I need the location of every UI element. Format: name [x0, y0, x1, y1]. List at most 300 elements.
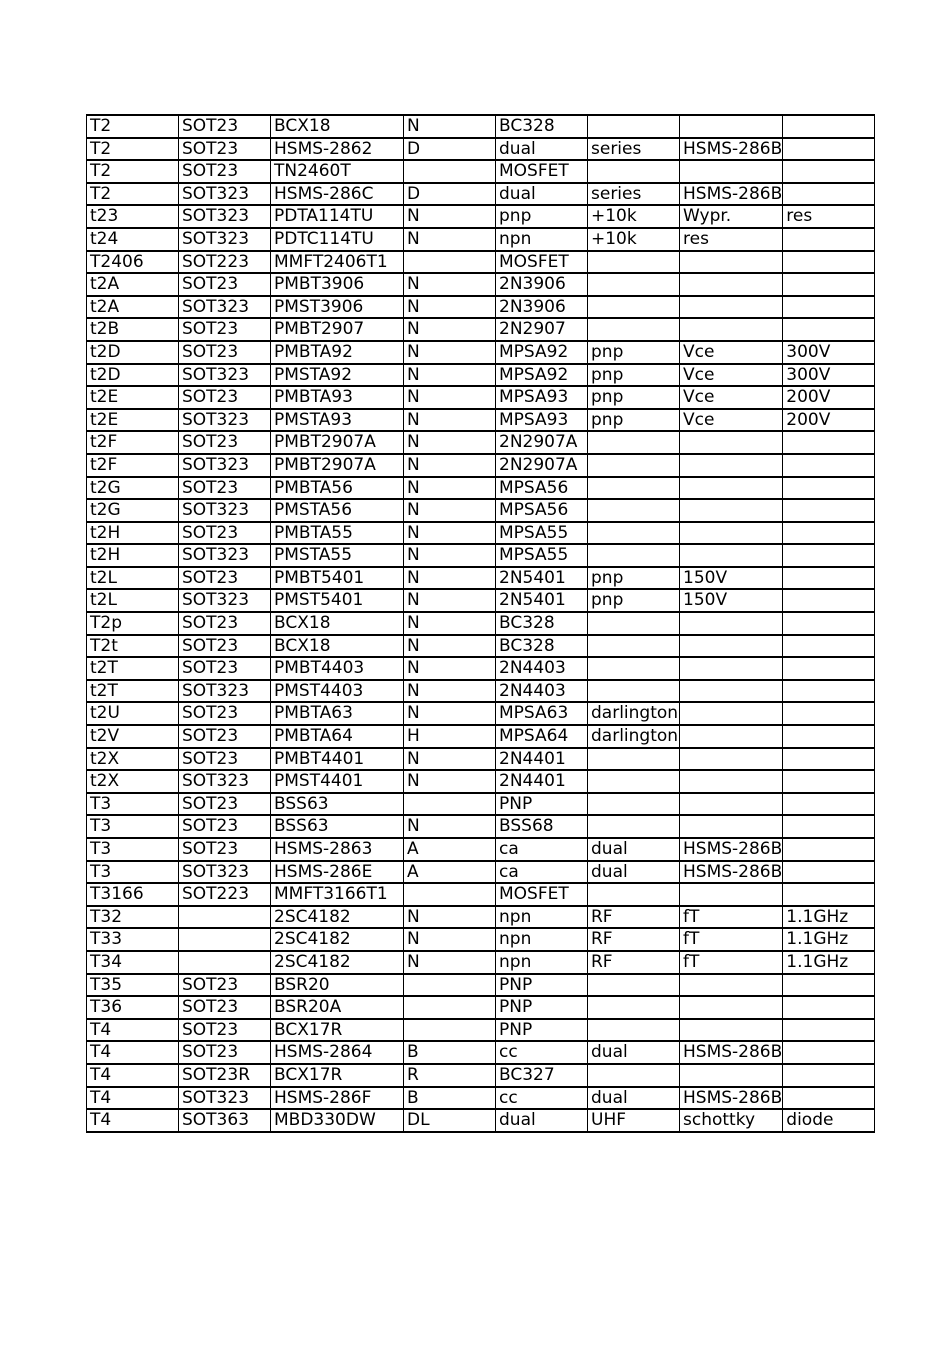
cell-marking: T2 [87, 138, 179, 161]
cell-note-2: HSMS-286B [680, 861, 783, 884]
table-row [87, 612, 875, 635]
cell-code [404, 996, 496, 1019]
cell-marking: T3166 [87, 883, 179, 906]
cell-marking: t2H [87, 522, 179, 545]
cell-note-1: dual [588, 838, 680, 861]
cell-part-number: BSS63 [271, 815, 404, 838]
cell-note-1 [588, 1019, 680, 1042]
cell-note-1 [588, 296, 680, 319]
cell-note-2 [680, 680, 783, 703]
cell-part-number: PMBTA64 [271, 725, 404, 748]
cell-package: SOT23 [179, 996, 271, 1019]
cell-marking: T4 [87, 1087, 179, 1110]
cell-equivalent: 2N3906 [496, 273, 588, 296]
cell-part-number: PMBT2907 [271, 318, 404, 341]
cell-note-3 [783, 1041, 875, 1064]
cell-code: B [404, 1087, 496, 1110]
cell-package: SOT223 [179, 251, 271, 274]
cell-note-3: diode [783, 1109, 875, 1132]
cell-part-number: PMBTA93 [271, 386, 404, 409]
cell-part-number: BCX18 [271, 612, 404, 635]
cell-package [179, 906, 271, 929]
cell-part-number: BSR20A [271, 996, 404, 1019]
cell-part-number: BCX18 [271, 115, 404, 138]
cell-equivalent: npn [496, 228, 588, 251]
cell-note-3 [783, 1019, 875, 1042]
cell-note-3 [783, 748, 875, 771]
cell-marking: t2L [87, 589, 179, 612]
cell-equivalent: npn [496, 906, 588, 929]
cell-note-3 [783, 861, 875, 884]
cell-note-3 [783, 183, 875, 206]
cell-equivalent: MPSA64 [496, 725, 588, 748]
cell-note-1 [588, 657, 680, 680]
cell-part-number: PMBTA63 [271, 702, 404, 725]
table-row [87, 544, 875, 567]
cell-note-3 [783, 838, 875, 861]
cell-code: N [404, 364, 496, 387]
cell-note-1 [588, 974, 680, 997]
cell-equivalent: BC328 [496, 635, 588, 658]
cell-code [404, 793, 496, 816]
cell-package: SOT323 [179, 364, 271, 387]
cell-note-3 [783, 815, 875, 838]
table-body [87, 115, 875, 1132]
cell-equivalent: MPSA93 [496, 409, 588, 432]
cell-note-3 [783, 567, 875, 590]
cell-note-2 [680, 273, 783, 296]
cell-marking: t2A [87, 273, 179, 296]
cell-equivalent: ca [496, 861, 588, 884]
cell-code: A [404, 861, 496, 884]
cell-marking: t2H [87, 544, 179, 567]
cell-note-3 [783, 454, 875, 477]
cell-code [404, 1019, 496, 1042]
cell-note-1: +10k [588, 228, 680, 251]
cell-code: N [404, 612, 496, 635]
cell-code: N [404, 205, 496, 228]
cell-equivalent: 2N4403 [496, 680, 588, 703]
table-row [87, 477, 875, 500]
cell-package: SOT323 [179, 454, 271, 477]
cell-note-1: +10k [588, 205, 680, 228]
cell-note-2 [680, 702, 783, 725]
cell-code: A [404, 838, 496, 861]
cell-package: SOT23 [179, 1041, 271, 1064]
table-row [87, 522, 875, 545]
cell-code: DL [404, 1109, 496, 1132]
cell-code: N [404, 680, 496, 703]
cell-part-number: BCX18 [271, 635, 404, 658]
cell-marking: T32 [87, 906, 179, 929]
cell-note-2: fT [680, 928, 783, 951]
cell-code: N [404, 635, 496, 658]
cell-note-2: Vce [680, 341, 783, 364]
cell-note-2 [680, 477, 783, 500]
cell-note-3 [783, 296, 875, 319]
cell-part-number: PMSTA55 [271, 544, 404, 567]
cell-note-1: dual [588, 1087, 680, 1110]
cell-package: SOT23 [179, 318, 271, 341]
cell-equivalent: PNP [496, 793, 588, 816]
cell-note-3 [783, 974, 875, 997]
cell-part-number: PMST5401 [271, 589, 404, 612]
cell-note-2: res [680, 228, 783, 251]
table-row [87, 318, 875, 341]
cell-package: SOT323 [179, 228, 271, 251]
cell-part-number: HSMS-286C [271, 183, 404, 206]
cell-equivalent: pnp [496, 205, 588, 228]
cell-code: N [404, 273, 496, 296]
cell-marking: t2D [87, 341, 179, 364]
cell-note-1: RF [588, 928, 680, 951]
table-row [87, 1019, 875, 1042]
cell-note-3 [783, 228, 875, 251]
cell-equivalent: BSS68 [496, 815, 588, 838]
cell-marking: t2F [87, 431, 179, 454]
cell-note-1: pnp [588, 589, 680, 612]
table-row [87, 635, 875, 658]
table-row [87, 861, 875, 884]
cell-package: SOT23 [179, 612, 271, 635]
cell-equivalent: 2N2907 [496, 318, 588, 341]
cell-note-3 [783, 1064, 875, 1087]
cell-note-1 [588, 793, 680, 816]
cell-equivalent: PNP [496, 1019, 588, 1042]
table-row [87, 748, 875, 771]
cell-code: N [404, 431, 496, 454]
cell-note-1: pnp [588, 364, 680, 387]
cell-note-2 [680, 296, 783, 319]
cell-marking: t2A [87, 296, 179, 319]
cell-note-2: fT [680, 906, 783, 929]
cell-note-3 [783, 612, 875, 635]
cell-note-3: res [783, 205, 875, 228]
cell-equivalent: 2N4403 [496, 657, 588, 680]
cell-note-1: UHF [588, 1109, 680, 1132]
table-row [87, 702, 875, 725]
cell-equivalent: 2N3906 [496, 296, 588, 319]
cell-code: N [404, 477, 496, 500]
table-row [87, 657, 875, 680]
cell-package: SOT23 [179, 815, 271, 838]
cell-package: SOT23 [179, 748, 271, 771]
cell-package [179, 951, 271, 974]
cell-note-2 [680, 612, 783, 635]
table-row [87, 1041, 875, 1064]
cell-equivalent: npn [496, 928, 588, 951]
cell-note-2 [680, 1019, 783, 1042]
cell-marking: T4 [87, 1109, 179, 1132]
cell-code: N [404, 657, 496, 680]
cell-code: N [404, 567, 496, 590]
cell-package: SOT23R [179, 1064, 271, 1087]
cell-note-2 [680, 748, 783, 771]
table-row [87, 1087, 875, 1110]
table-row [87, 815, 875, 838]
cell-marking: T2 [87, 183, 179, 206]
cell-code [404, 974, 496, 997]
cell-note-3 [783, 770, 875, 793]
cell-note-1 [588, 635, 680, 658]
cell-marking: T36 [87, 996, 179, 1019]
table-row [87, 228, 875, 251]
cell-package: SOT23 [179, 702, 271, 725]
cell-note-3 [783, 273, 875, 296]
cell-note-1: darlington [588, 725, 680, 748]
cell-equivalent: cc [496, 1041, 588, 1064]
cell-note-2 [680, 815, 783, 838]
cell-equivalent: 2N4401 [496, 748, 588, 771]
cell-code: N [404, 228, 496, 251]
cell-code: R [404, 1064, 496, 1087]
table-row [87, 793, 875, 816]
table-row [87, 205, 875, 228]
cell-equivalent: BC328 [496, 115, 588, 138]
cell-code: N [404, 499, 496, 522]
cell-part-number: MMFT2406T1 [271, 251, 404, 274]
cell-note-2 [680, 657, 783, 680]
cell-note-3 [783, 318, 875, 341]
table-row [87, 1064, 875, 1087]
cell-note-3 [783, 883, 875, 906]
cell-note-2: fT [680, 951, 783, 974]
cell-note-3: 200V [783, 386, 875, 409]
cell-package: SOT23 [179, 974, 271, 997]
table-row [87, 431, 875, 454]
cell-package: SOT23 [179, 273, 271, 296]
table-row [87, 1109, 875, 1132]
cell-note-1 [588, 996, 680, 1019]
cell-package: SOT323 [179, 296, 271, 319]
cell-note-2: HSMS-286B [680, 138, 783, 161]
cell-equivalent: BC327 [496, 1064, 588, 1087]
cell-code: N [404, 906, 496, 929]
table-row [87, 996, 875, 1019]
cell-note-2 [680, 160, 783, 183]
cell-note-2 [680, 793, 783, 816]
cell-part-number: TN2460T [271, 160, 404, 183]
cell-part-number: MBD330DW [271, 1109, 404, 1132]
cell-note-1: series [588, 138, 680, 161]
cell-package: SOT23 [179, 386, 271, 409]
table-row [87, 589, 875, 612]
cell-marking: t2E [87, 409, 179, 432]
cell-marking: T3 [87, 815, 179, 838]
cell-marking: t2F [87, 454, 179, 477]
cell-part-number: PMBT4401 [271, 748, 404, 771]
cell-note-3: 200V [783, 409, 875, 432]
cell-marking: T35 [87, 974, 179, 997]
table-row [87, 951, 875, 974]
cell-part-number: PDTC114TU [271, 228, 404, 251]
cell-marking: T2p [87, 612, 179, 635]
cell-marking: t23 [87, 205, 179, 228]
cell-note-3 [783, 1087, 875, 1110]
cell-marking: t2E [87, 386, 179, 409]
cell-note-3 [783, 160, 875, 183]
cell-package: SOT323 [179, 1087, 271, 1110]
cell-part-number: 2SC4182 [271, 928, 404, 951]
cell-marking: t2T [87, 657, 179, 680]
cell-part-number: PMBTA56 [271, 477, 404, 500]
cell-equivalent: MOSFET [496, 251, 588, 274]
cell-note-1 [588, 477, 680, 500]
cell-part-number: HSMS-2864 [271, 1041, 404, 1064]
cell-note-2: Vce [680, 364, 783, 387]
cell-package: SOT23 [179, 522, 271, 545]
cell-package: SOT23 [179, 341, 271, 364]
cell-package: SOT23 [179, 1019, 271, 1042]
cell-note-3: 300V [783, 341, 875, 364]
table-row [87, 273, 875, 296]
cell-code: N [404, 296, 496, 319]
cell-note-3 [783, 138, 875, 161]
cell-note-1: pnp [588, 567, 680, 590]
cell-code: D [404, 183, 496, 206]
cell-package: SOT323 [179, 861, 271, 884]
cell-code: N [404, 702, 496, 725]
component-table [86, 114, 875, 1133]
cell-note-2: 150V [680, 589, 783, 612]
cell-part-number: BCX17R [271, 1019, 404, 1042]
cell-part-number: BSR20 [271, 974, 404, 997]
cell-marking: t2G [87, 477, 179, 500]
cell-marking: t2X [87, 770, 179, 793]
cell-note-3 [783, 702, 875, 725]
cell-note-1 [588, 115, 680, 138]
cell-equivalent: MPSA92 [496, 364, 588, 387]
cell-note-1 [588, 1064, 680, 1087]
table-row [87, 567, 875, 590]
cell-note-2: 150V [680, 567, 783, 590]
cell-note-3 [783, 589, 875, 612]
cell-marking: T2 [87, 160, 179, 183]
table-row [87, 454, 875, 477]
cell-note-1 [588, 612, 680, 635]
cell-marking: t2G [87, 499, 179, 522]
cell-package: SOT23 [179, 115, 271, 138]
cell-package: SOT323 [179, 589, 271, 612]
table-row [87, 251, 875, 274]
cell-marking: T2t [87, 635, 179, 658]
cell-marking: t2L [87, 567, 179, 590]
cell-part-number: HSMS-286F [271, 1087, 404, 1110]
cell-code: D [404, 138, 496, 161]
cell-note-1: pnp [588, 386, 680, 409]
cell-note-2 [680, 115, 783, 138]
cell-equivalent: 2N4401 [496, 770, 588, 793]
table-row [87, 838, 875, 861]
cell-equivalent: MPSA63 [496, 702, 588, 725]
cell-note-1 [588, 499, 680, 522]
cell-part-number: PMST3906 [271, 296, 404, 319]
cell-note-1 [588, 815, 680, 838]
cell-equivalent: 2N2907A [496, 454, 588, 477]
cell-note-2 [680, 1064, 783, 1087]
cell-equivalent: MPSA55 [496, 544, 588, 567]
cell-package: SOT323 [179, 499, 271, 522]
cell-code: N [404, 115, 496, 138]
cell-package [179, 928, 271, 951]
cell-equivalent: MPSA92 [496, 341, 588, 364]
cell-note-2 [680, 544, 783, 567]
cell-note-3: 300V [783, 364, 875, 387]
cell-note-1 [588, 160, 680, 183]
cell-note-3 [783, 680, 875, 703]
cell-marking: t2D [87, 364, 179, 387]
cell-package: SOT23 [179, 138, 271, 161]
cell-code: N [404, 928, 496, 951]
cell-code [404, 883, 496, 906]
cell-note-3 [783, 635, 875, 658]
cell-code: N [404, 341, 496, 364]
cell-package: SOT323 [179, 205, 271, 228]
cell-package: SOT23 [179, 477, 271, 500]
cell-equivalent: dual [496, 138, 588, 161]
cell-note-2: Wypr. [680, 205, 783, 228]
cell-equivalent: MPSA55 [496, 522, 588, 545]
cell-note-1 [588, 748, 680, 771]
table-row [87, 160, 875, 183]
cell-package: SOT223 [179, 883, 271, 906]
cell-equivalent: MOSFET [496, 883, 588, 906]
cell-code [404, 160, 496, 183]
cell-part-number: PMBT2907A [271, 454, 404, 477]
table-row [87, 928, 875, 951]
cell-note-2 [680, 522, 783, 545]
cell-package: SOT23 [179, 838, 271, 861]
cell-note-3 [783, 499, 875, 522]
table-row [87, 499, 875, 522]
cell-marking: T2 [87, 115, 179, 138]
cell-part-number: PMST4403 [271, 680, 404, 703]
cell-note-2: schottky [680, 1109, 783, 1132]
cell-note-1: pnp [588, 341, 680, 364]
cell-marking: t2T [87, 680, 179, 703]
cell-marking: t2B [87, 318, 179, 341]
cell-equivalent: 2N2907A [496, 431, 588, 454]
cell-part-number: PMBT2907A [271, 431, 404, 454]
cell-note-2: HSMS-286B [680, 838, 783, 861]
cell-marking: T3 [87, 861, 179, 884]
cell-part-number: HSMS-2863 [271, 838, 404, 861]
cell-marking: T4 [87, 1041, 179, 1064]
cell-equivalent: MOSFET [496, 160, 588, 183]
cell-code [404, 251, 496, 274]
cell-note-3 [783, 115, 875, 138]
cell-note-2 [680, 974, 783, 997]
cell-equivalent: BC328 [496, 612, 588, 635]
cell-marking: t24 [87, 228, 179, 251]
cell-note-1 [588, 522, 680, 545]
table-row [87, 974, 875, 997]
cell-equivalent: PNP [496, 974, 588, 997]
cell-package: SOT23 [179, 567, 271, 590]
cell-note-2: HSMS-286B [680, 183, 783, 206]
cell-part-number: PMSTA93 [271, 409, 404, 432]
cell-note-2 [680, 725, 783, 748]
cell-part-number: HSMS-286E [271, 861, 404, 884]
cell-note-1 [588, 883, 680, 906]
table-row [87, 183, 875, 206]
cell-note-3 [783, 725, 875, 748]
cell-part-number: PMST4401 [271, 770, 404, 793]
cell-note-1: darlington [588, 702, 680, 725]
table-row [87, 680, 875, 703]
cell-note-1 [588, 770, 680, 793]
cell-note-1 [588, 318, 680, 341]
